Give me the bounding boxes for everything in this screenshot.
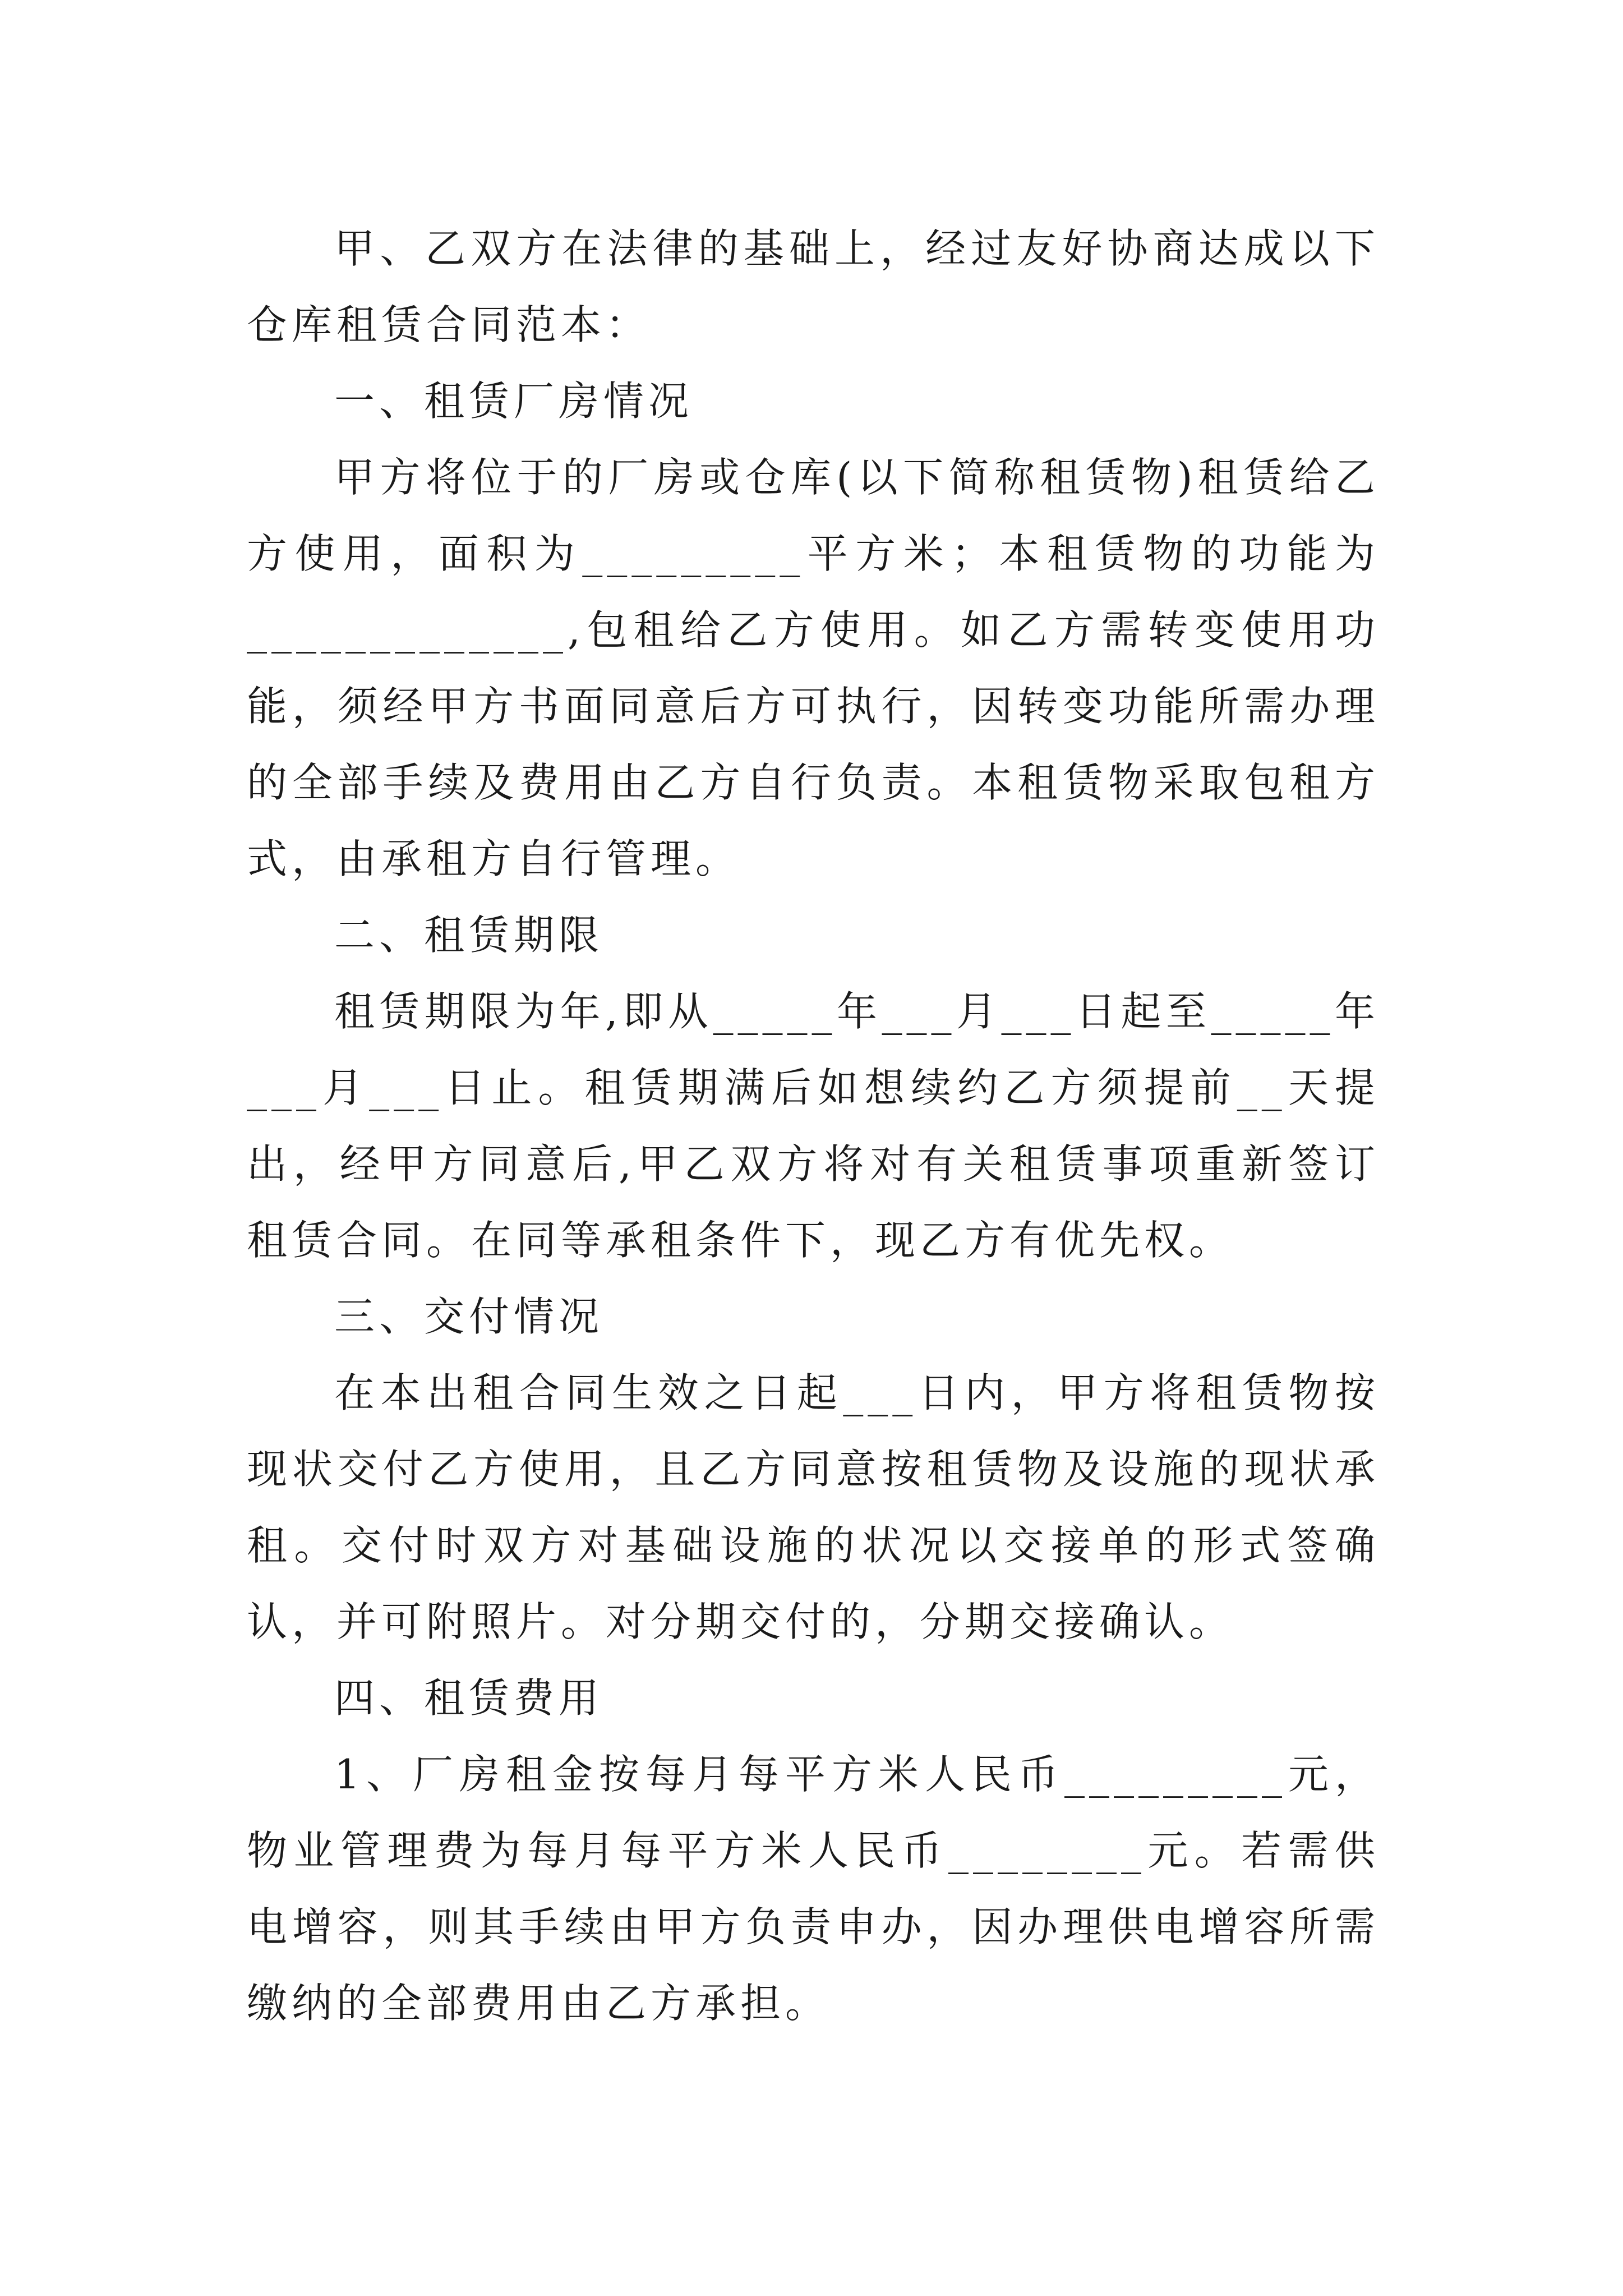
document-body	[247, 210, 1380, 2041]
section-heading-2: 二、租赁期限	[334, 912, 604, 959]
section-heading-3: 三、交付情况	[334, 1293, 604, 1340]
section-1-paragraph: 甲方将位于的厂房或仓库(以下简称租赁物)租赁给乙方使用，面积为_________平方米；本租赁物的功能为_____________,包租给乙方使用。如乙方需转变使用功能，须经甲方书面同意后方可执行，因转变功能所需办理的全部手续及费用由乙方自行负责。本租赁物采取包租方式，由承租方自行管理。	[247, 454, 1380, 882]
section-heading-4: 四、租赁费用	[334, 1674, 604, 1722]
section-3-paragraph: 在本出租合同生效之日起___日内，甲方将租赁物按现状交付乙方使用，且乙方同意按租赁物及设施的现状承租。交付时双方对基础设施的状况以交接单的形式签确认，并可附照片。对分期交付的，分期交接确认。	[247, 1369, 1380, 1645]
section-heading-1: 一、租赁厂房情况	[334, 378, 694, 425]
section-4-paragraph-1: 1、厂房租金按每月每平方米人民币_________元，物业管理费为每月每平方米人民币________元。若需供电增容，则其手续由甲方负责申办，因办理供电增容所需缴纳的全部费用由乙方承担。	[247, 1751, 1380, 2027]
intro-paragraph: 甲、乙双方在法律的基础上，经过友好协商达成以下仓库租赁合同范本：	[247, 225, 1380, 348]
section-2-paragraph: 租赁期限为年,即从_____年___月___日起至_____年___月___日止。租赁期满后如想续约乙方须提前__天提出，经甲方同意后,甲乙双方将对有关租赁事项重新签订租赁合同。在同等承租条件下，现乙方有优先权。	[247, 988, 1380, 1264]
